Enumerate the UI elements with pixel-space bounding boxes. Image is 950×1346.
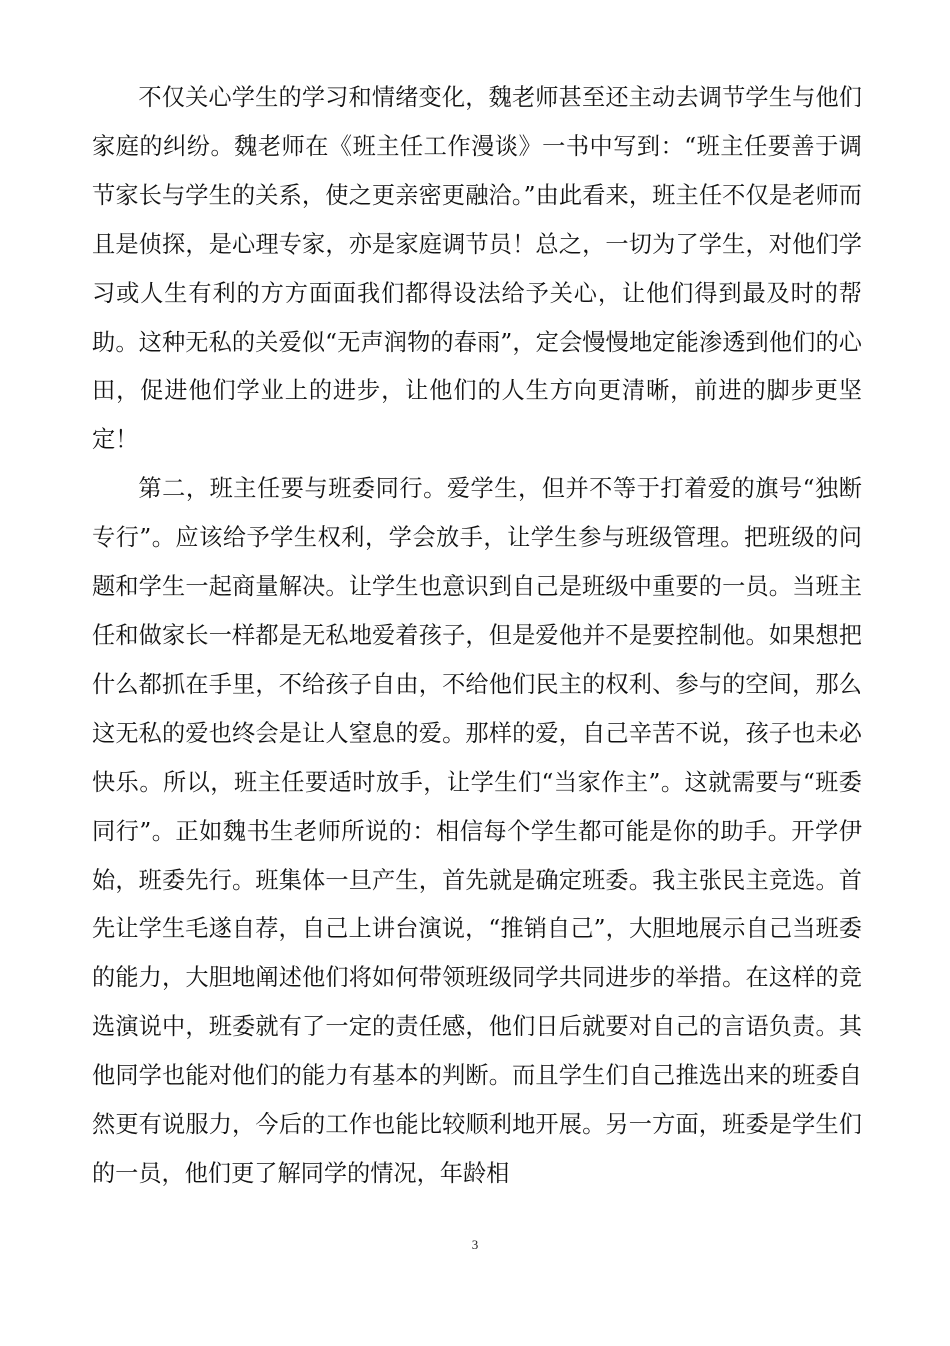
paragraph-2: 第二，班主任要与班委同行。爱学生，但并不等于打着爱的旗号“独断专行”。应该给予学生权利，学会放手，让学生参与班级管理。把班级的问题和学生一起商量解决。让学生也意识到自己是班级中重要的一员。当班主任和做家长一样都是无私地爱着孩子，但是爱他并不是要控制他。如果想把什么都抓在手里，不给孩子自由，不给他们民主的权利、参与的空间，那么这无私的爱也终会是让人窒息的爱。那样的爱，自己辛苦不说，孩子也未必快乐。所以，班主任要适时放手，让学生们“当家作主”。这就需要与“班委同行”。正如魏书生老师所说的：相信每个学生都可能是你的助手。开学伊始，班委先行。班集体一旦产生，首先就是确定班委。我主张民主竞选。首先让学生毛遂自荐，自己上讲台演说，“推销自己”，大胆地展示自己当班委的能力，大胆地阐述他们将如何带领班级同学共同进步的举措。在这样的竞选演说中，班委就有了一定的责任感，他们日后就要对自己的言语负责。其他同学也能对他们的能力有基本的判断。而且学生们自己推选出来的班委自然更有说服力，今后的工作也能比较顺利地开展。另一方面，班委是学生们的一员，他们更了解同学的情况，年龄相: [92, 475, 862, 1187]
paragraph-1: 不仅关心学生的学习和情绪变化，魏老师甚至还主动去调节学生与他们家庭的纠纷。魏老师在《班主任工作漫谈》一书中写到：“班主任要善于调节家长与学生的关系，使之更亲密更融洽。”由此看来，班主任不仅是老师而且是侦探，是心理专家，亦是家庭调节员！总之，一切为了学生，对他们学习或人生有利的方方面面我们都得设法给予关心，让他们得到最及时的帮助。这种无私的关爱似“无声润物的春雨”，定会慢慢地定能渗透到他们的心田，促进他们学业上的进步，让他们的人生方向更清晰，前进的脚步更坚定！: [92, 84, 862, 454]
page-number: 3: [471, 1237, 479, 1252]
body-text: [92, 74, 862, 1199]
